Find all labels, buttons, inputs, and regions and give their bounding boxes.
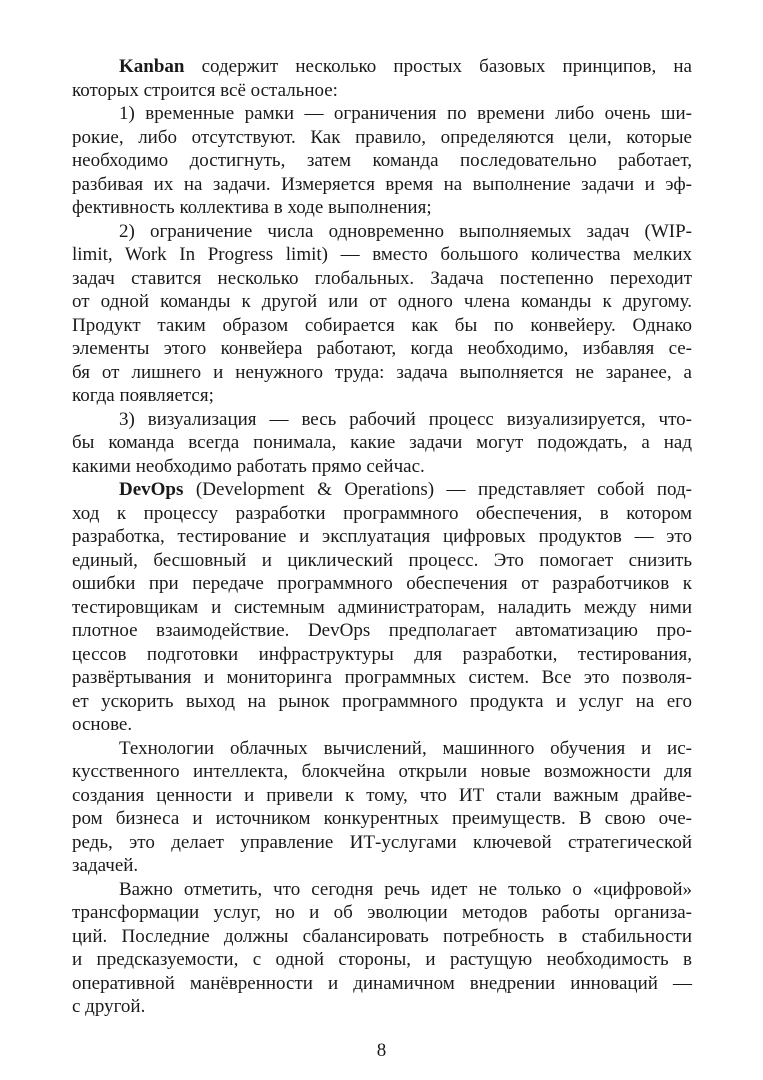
line-text: ром бизнеса и источником конкурентных преимуществ. В свою оче-: [72, 808, 692, 829]
line-text: и предсказуемости, с одной стороны, и растущую необходимость в: [72, 949, 692, 970]
text-line: [72, 502, 692, 526]
paragraph: [72, 737, 692, 878]
text-line: [72, 972, 692, 996]
line-text: 1) временные рамки — ограничения по времени либо очень ши-: [119, 103, 692, 124]
text-line: [72, 831, 692, 855]
line-text: оперативной манёвренности и динамичном внедрении инноваций —: [72, 972, 692, 994]
text-line: [72, 690, 692, 714]
line-text: тестировщикам и системным администраторам, наладить между ними: [72, 596, 692, 618]
line-text: от одной команды к другой или от одного члена команды к другому.: [72, 291, 692, 312]
line-text: цессов подготовки инфраструктуры для разработки, тестирования,: [72, 643, 692, 665]
text-line: [72, 149, 692, 173]
text-line: [72, 55, 692, 79]
line-text: редь, это делает управление ИТ-услугами ключевой стратегической: [72, 831, 692, 853]
paragraph: [72, 408, 692, 479]
text-line: [72, 431, 692, 455]
text-line: [72, 267, 692, 291]
line-text: фективность коллектива в ходе выполнения;: [72, 197, 432, 218]
document-body: [72, 55, 692, 1019]
text-line: [72, 784, 692, 808]
line-text: бя от лишнего и ненужного труда: задача выполняется не заранее, а: [72, 361, 692, 383]
line-text: 3) визуализация — весь рабочий процесс визуализируется, что-: [119, 408, 692, 430]
text-line: [72, 619, 692, 643]
line-text: ций. Последние должны сбалансировать потребность в стабильности: [72, 925, 692, 947]
text-line: [72, 314, 692, 338]
text-line: [72, 549, 692, 573]
bold-term: DevOps: [119, 479, 184, 500]
paragraph: [72, 878, 692, 1019]
text-line: [72, 478, 692, 502]
text-line: [72, 713, 692, 737]
paragraph: [72, 220, 692, 408]
line-text: содержит несколько простых базовых принципов, на: [184, 56, 692, 77]
bold-term: Kanban: [119, 56, 185, 77]
text-line: [72, 220, 692, 244]
line-text: 2) ограничение числа одновременно выполняемых задач (WIP-: [119, 220, 692, 242]
line-text: рокие, либо отсутствуют. Как правило, определяются цели, которые: [72, 126, 692, 148]
text-line: [72, 102, 692, 126]
text-line: [72, 666, 692, 690]
text-line: [72, 173, 692, 197]
text-line: [72, 384, 692, 408]
page-number: 8: [376, 1040, 387, 1061]
text-line: [72, 596, 692, 620]
text-line: [72, 196, 692, 220]
line-text: какими необходимо работать прямо сейчас.: [72, 455, 425, 477]
text-line: [72, 901, 692, 925]
text-line: [72, 290, 692, 314]
line-text: Продукт таким образом собирается как бы по конвейеру. Однако: [72, 314, 692, 336]
text-line: [72, 948, 692, 972]
line-text: limit, Work In Progress limit) — вместо большого количества мелких: [72, 244, 692, 265]
line-text: развёртывания и мониторинга программных систем. Все это позволя-: [72, 667, 692, 688]
text-line: [72, 408, 692, 432]
text-line: [72, 455, 692, 479]
text-line: [72, 525, 692, 549]
text-line: [72, 854, 692, 878]
line-text: ет ускорить выход на рынок программного продукта и услуг на его: [72, 690, 692, 712]
line-text: бы команда всегда понимала, какие задачи могут подождать, а над: [72, 432, 692, 453]
line-text: Технологии облачных вычислений, машинного обучения и ис-: [119, 737, 692, 759]
line-text: Важно отметить, что сегодня речь идет не только о «цифровой»: [119, 878, 692, 900]
text-line: [72, 337, 692, 361]
line-text: основе.: [72, 714, 133, 735]
text-line: [72, 643, 692, 667]
line-text: (Development & Operations) — представляет собой под-: [183, 479, 692, 500]
text-line: [72, 243, 692, 267]
line-text: которых строится всё остальное:: [72, 79, 338, 101]
line-text: задач ставится несколько глобальных. Задача постепенно переходит: [72, 267, 692, 289]
text-line: [72, 925, 692, 949]
line-text: с другой.: [72, 996, 146, 1017]
paragraph: [72, 55, 692, 102]
line-text: когда появляется;: [72, 385, 214, 406]
line-text: ход к процессу разработки программного обеспечения, в котором: [72, 502, 692, 524]
line-text: кусственного интеллекта, блокчейна открыли новые возможности для: [72, 761, 692, 782]
text-line: [72, 807, 692, 831]
paragraph: [72, 478, 692, 737]
text-line: [72, 572, 692, 596]
paragraph: [72, 102, 692, 220]
text-line: [72, 79, 692, 103]
line-text: необходимо достигнуть, затем команда последовательно работает,: [72, 150, 692, 171]
line-text: плотное взаимодействие. DevOps предполагает автоматизацию про-: [72, 620, 692, 641]
text-line: [72, 126, 692, 150]
text-line: [72, 737, 692, 761]
text-line: [72, 995, 692, 1019]
line-text: единый, бесшовный и циклический процесс. Это помогает снизить: [72, 549, 692, 571]
text-line: [72, 878, 692, 902]
line-text: создания ценности и привели к тому, что ИТ стали важным драйве-: [72, 784, 692, 806]
text-line: [72, 760, 692, 784]
line-text: разбивая их на задачи. Измеряется время на выполнение задачи и эф-: [72, 173, 692, 195]
line-text: разработка, тестирование и эксплуатация цифровых продуктов — это: [72, 526, 692, 547]
line-text: элементы этого конвейера работают, когда необходимо, избавляя се-: [72, 338, 692, 359]
line-text: ошибки при передаче программного обеспечения от разработчиков к: [72, 573, 692, 594]
line-text: трансформации услуг, но и об эволюции методов работы организа-: [72, 902, 692, 923]
text-line: [72, 361, 692, 385]
line-text: задачей.: [72, 855, 139, 876]
